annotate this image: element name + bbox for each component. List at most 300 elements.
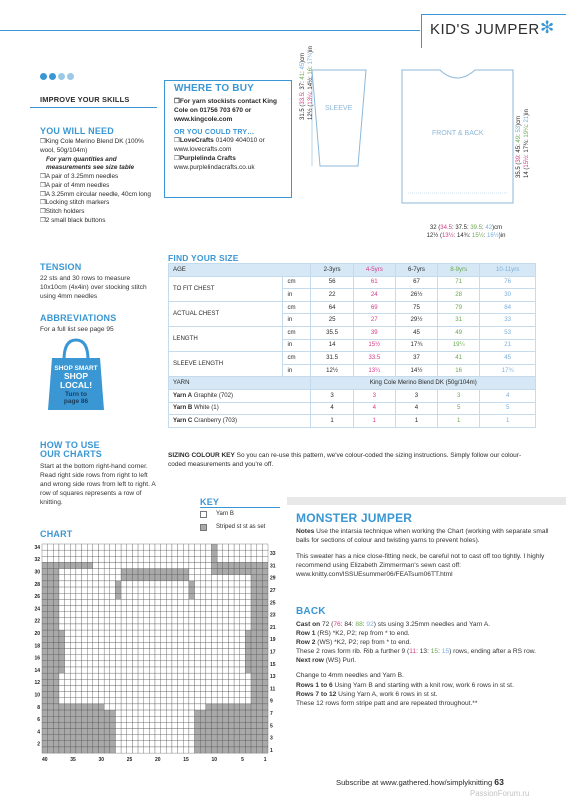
chart-cell [212,544,218,550]
chart-cell [206,636,212,642]
chart-cell [245,722,251,728]
find-your-size-heading: FIND YOUR SIZE [168,253,239,263]
instr-label: Rows 1 to 6 [296,681,333,689]
chart-cell [104,667,110,673]
chart-cell [206,710,212,716]
chart-cell [183,710,189,716]
column-labels [42,757,267,763]
front-back-label: FRONT & BACK [432,130,484,137]
chart-cell [172,624,178,630]
chart-cell [127,747,133,753]
chart-cell [132,624,138,630]
chart-cell [251,630,257,636]
chart-cell [234,673,240,679]
chart-cell [161,630,167,636]
chart-cell [212,741,218,747]
chart-cell [183,716,189,722]
dim-unit: cm [516,115,522,124]
chart-cell [189,722,195,728]
chart-cell [132,649,138,655]
chart-cell [161,544,167,550]
chart-cell [178,679,184,685]
chart-cell [189,550,195,556]
chart-cell [251,655,257,661]
chart-cell [217,581,223,587]
chart-cell [240,704,246,710]
chart-cell [200,556,206,562]
chart-cell [87,655,93,661]
chart-cell [99,562,105,568]
chart-cell [212,710,218,716]
shop-smart-badge[interactable] [46,365,106,405]
chart-cell [240,698,246,704]
chart-cell [251,667,257,673]
yarn-desc: Graphite (702) [192,391,234,399]
chart-cell [200,562,206,568]
chart-cell [161,642,167,648]
chart-cell [76,624,82,630]
chart-cell [178,612,184,618]
table-cell: 76 [480,276,536,289]
chart-cell [161,655,167,661]
chart-cell [262,735,268,741]
chart-cell [228,667,234,673]
chart-cell [257,655,263,661]
chart-cell [195,661,201,667]
chart-cell [178,630,184,636]
table-header-row [169,264,536,277]
chart-cell [110,550,116,556]
chart-cell [212,593,218,599]
chart-cell [228,735,234,741]
chart-cell [110,716,116,722]
chart-cell [76,655,82,661]
chart-cell [70,606,76,612]
chart-cell [206,581,212,587]
chart-cell [53,599,59,605]
chart-cell [195,649,201,655]
chart-cell [178,575,184,581]
chart-cell [138,667,144,673]
chart-cell [87,550,93,556]
chart-cell [110,581,116,587]
chart-cell [155,667,161,673]
chart-cell [206,649,212,655]
chart-cell [206,624,212,630]
chart-cell [178,710,184,716]
dim-value: 45 [300,62,306,70]
chart-cell [155,747,161,753]
chart-cell [178,581,184,587]
table-cell: 45 [480,352,536,365]
chart-cell [161,685,167,691]
chart-cell [257,649,263,655]
chart-cell [82,544,88,550]
chart-cell [262,618,268,624]
chart-cell [99,630,105,636]
chart-cell [99,710,105,716]
chart-cell [166,661,172,667]
chart-cell [82,661,88,667]
table-header-cell: 4-5yrs [353,264,395,277]
instr-text: Using Yarn B and starting with a knit row, work 6 rows in st st. [332,681,514,689]
chart-cell [121,655,127,661]
chart-cell [53,741,59,747]
chart-cell [161,698,167,704]
page-title: KID'S JUMPER [430,21,540,38]
chart-cell [93,685,99,691]
chart-cell [149,747,155,753]
chart-cell [144,741,150,747]
chart-cell [234,747,240,753]
chart-cell [178,642,184,648]
chart-cell [189,692,195,698]
chart-cell [166,698,172,704]
chart-cell [115,618,121,624]
chart-cell [195,673,201,679]
chart-cell [65,544,71,550]
table-cell: 14½ [395,364,437,377]
chart-cell [200,747,206,753]
row-label: 17 [270,649,276,656]
chart-cell [87,685,93,691]
chart-cell [70,710,76,716]
chart-cell [245,630,251,636]
chart-cell [70,575,76,581]
chart-cell [65,704,71,710]
chart-cell [262,642,268,648]
chart-cell [82,716,88,722]
chart-cell [93,698,99,704]
chart-cell [76,575,82,581]
chart-cell [104,636,110,642]
chart-cell [223,630,229,636]
chart-cell [257,599,263,605]
table-cell: LENGTH [169,326,283,351]
chart-cell [183,587,189,593]
chart-cell [87,636,93,642]
chart-cell [257,661,263,667]
chart-cell [132,599,138,605]
table-cell: 24 [353,289,395,302]
table-cell: ACTUAL CHEST [169,301,283,326]
chart-cell [234,716,240,722]
chart-cell [228,624,234,630]
table-cell: 45 [395,326,437,339]
chart-cell [70,544,76,550]
chart-cell [166,550,172,556]
chart-cell [48,649,54,655]
table-cell: 67 [395,276,437,289]
chart-cell [121,544,127,550]
chart-cell [104,716,110,722]
chart-cell [172,667,178,673]
chart-cell [217,692,223,698]
chart-cell [121,618,127,624]
chart-cell [82,593,88,599]
yarn-name: Yarn A [173,391,193,399]
chart-cell [115,722,121,728]
shop-line: SHOP SMART [54,365,98,372]
table-cell: cm [283,326,311,339]
chart-cell [42,673,48,679]
chart-cell [115,556,121,562]
chart-cell [223,556,229,562]
chart-cell [212,636,218,642]
table-cell: 35.5 [311,326,353,339]
row-label: 34 [34,544,40,551]
chart-cell [127,556,133,562]
chart-cell [262,698,268,704]
chart-cell [200,544,206,550]
chart-cell [42,544,48,550]
chart-cell [166,673,172,679]
chart-cell [262,667,268,673]
chart-cell [262,556,268,562]
chart-cell [144,735,150,741]
chart-cell [178,685,184,691]
chart-cell [200,581,206,587]
chart-cell [144,606,150,612]
chart-cell [206,735,212,741]
heading-line: HOW TO USE [40,440,100,450]
table-cell: 27 [353,314,395,327]
dim-value: 19¼ [523,125,530,138]
chart-cell [110,661,116,667]
chart-cell [59,593,65,599]
chart-cell [257,587,263,593]
chart-cell [53,685,59,691]
table-cell: 5 [438,402,480,415]
chart-cell [115,710,121,716]
chart-cell [82,550,88,556]
column-label: 15 [183,757,189,764]
chart-cell [76,716,82,722]
chart-cell [144,722,150,728]
chart-cell [149,716,155,722]
chart-cell [59,649,65,655]
chart-cell [178,735,184,741]
table-cell: 37 [395,352,437,365]
chart-cell [212,562,218,568]
chart-cell [257,606,263,612]
table-cell: 71 [438,276,480,289]
chart-cell [127,630,133,636]
chart-cell [87,661,93,667]
chart-cell [206,716,212,722]
chart-cell [87,599,93,605]
chart-cell [59,655,65,661]
table-cell: 1 [480,415,536,428]
chart-cell [115,581,121,587]
chart-cell [183,735,189,741]
chart-cell [149,624,155,630]
column-label: 30 [98,757,105,764]
chart-cell [200,649,206,655]
chart-cell [234,698,240,704]
chart-cell [144,747,150,753]
chart-cell [42,606,48,612]
chart-cell [138,575,144,581]
chart-cell [200,606,206,612]
chart-cell [166,587,172,593]
chart-cell [223,618,229,624]
chart-cell [93,606,99,612]
chart-cell [144,587,150,593]
chart-cell [82,735,88,741]
chart-cell [161,569,167,575]
chart-cell [178,618,184,624]
chart-cell [257,735,263,741]
chart-cell [144,581,150,587]
table-cell: SLEEVE LENGTH [169,352,283,377]
chart-cell [127,704,133,710]
chart-cell [206,593,212,599]
chart-cell [212,698,218,704]
chart-cell [87,747,93,753]
chart-cell [138,741,144,747]
chart-cell [138,679,144,685]
chart-cell [93,575,99,581]
chart-cell [127,587,133,593]
chart-cell [127,562,133,568]
chart-cell [251,550,257,556]
chart-cell [195,642,201,648]
chart-cell [59,599,65,605]
chart-cell [82,704,88,710]
column-label: 35 [70,757,76,764]
chart-cell [189,556,195,562]
chart-cell [121,581,127,587]
chart-cell [206,612,212,618]
chart-cell [87,562,93,568]
chart-cell [65,575,71,581]
how-to-use-heading [40,441,102,460]
chart-cell [99,556,105,562]
chart-cell [65,679,71,685]
chart-cell [65,556,71,562]
chart-cell [115,667,121,673]
chart-cell [240,544,246,550]
chart-cell [212,642,218,648]
chart-cell [251,587,257,593]
chart-cell [178,587,184,593]
dim-unit: cm [300,52,306,61]
chart-cell [115,747,121,753]
chart-cell [93,667,99,673]
chart-cell [76,710,82,716]
chart-cell [76,587,82,593]
chart-cell [110,667,116,673]
chart-cell [217,587,223,593]
chart-cell [42,642,48,648]
chart-cell [48,618,54,624]
chart-cell [161,624,167,630]
chart-cell [240,747,246,753]
chart-cell [65,722,71,728]
table-cell: in [283,364,311,377]
chart-cell [217,544,223,550]
chart-cell [234,649,240,655]
chart-cell [166,599,172,605]
chart-cell [251,735,257,741]
chart-cell [115,544,121,550]
chart-cell [138,606,144,612]
instr-label: Row 1 [296,630,316,638]
chart-cell [155,575,161,581]
chart-cell [87,612,93,618]
chart-cell [172,735,178,741]
table-cell: 3 [395,389,437,402]
dim-value: 31.5 [300,108,306,120]
chart-cell [70,562,76,568]
chart-cell [178,716,184,722]
chart-cell [178,722,184,728]
chart-cell [104,550,110,556]
chart-cell [115,575,121,581]
chart-cell [53,649,59,655]
chart-cell [155,692,161,698]
chart-cell [195,587,201,593]
panel-band [287,497,566,505]
footer-subscribe-link[interactable]: Subscribe at www.gathered.how/simplyknitting [336,778,493,787]
chart-cell [262,747,268,753]
chart-cell [206,587,212,593]
chart-cell [200,679,206,685]
chart-cell [195,556,201,562]
list-item: Stitch holders [45,208,85,216]
chart-cell [155,716,161,722]
chart-cell [228,618,234,624]
chart-cell [155,729,161,735]
dim-value: 34.5 [440,225,452,231]
table-header-cell: 8-9yrs [438,264,480,277]
chart-cell [70,649,76,655]
chart-cell [144,630,150,636]
chart-cell [195,562,201,568]
table-cell: 4 [480,389,536,402]
chart-cell [189,735,195,741]
chart-cell [212,747,218,753]
chart-cell [206,550,212,556]
chart-cell [110,729,116,735]
chart-cell [104,606,110,612]
chart-cell [234,556,240,562]
chart-cell [183,649,189,655]
chart-cell [127,642,133,648]
stockist-detail: www.purplelindacrafts.co.uk [174,163,255,171]
chart-cell [59,667,65,673]
dim-value: 16 [307,67,314,75]
dim-value: 45 [516,145,522,153]
table-row [169,326,536,339]
chart-cell [234,569,240,575]
table-cell: 84 [480,301,536,314]
chart-cell [93,704,99,710]
chart-cell [155,722,161,728]
chart-cell [178,692,184,698]
row-label: 31 [270,563,276,570]
chart-cell [76,581,82,587]
chart-cell [53,673,59,679]
chart-cell [70,655,76,661]
chart-cell [183,673,189,679]
chart-cell [59,716,65,722]
chart-cell [70,593,76,599]
chart-cell [257,741,263,747]
dim-value: 13¼ [307,92,314,105]
chart-cell [217,661,223,667]
